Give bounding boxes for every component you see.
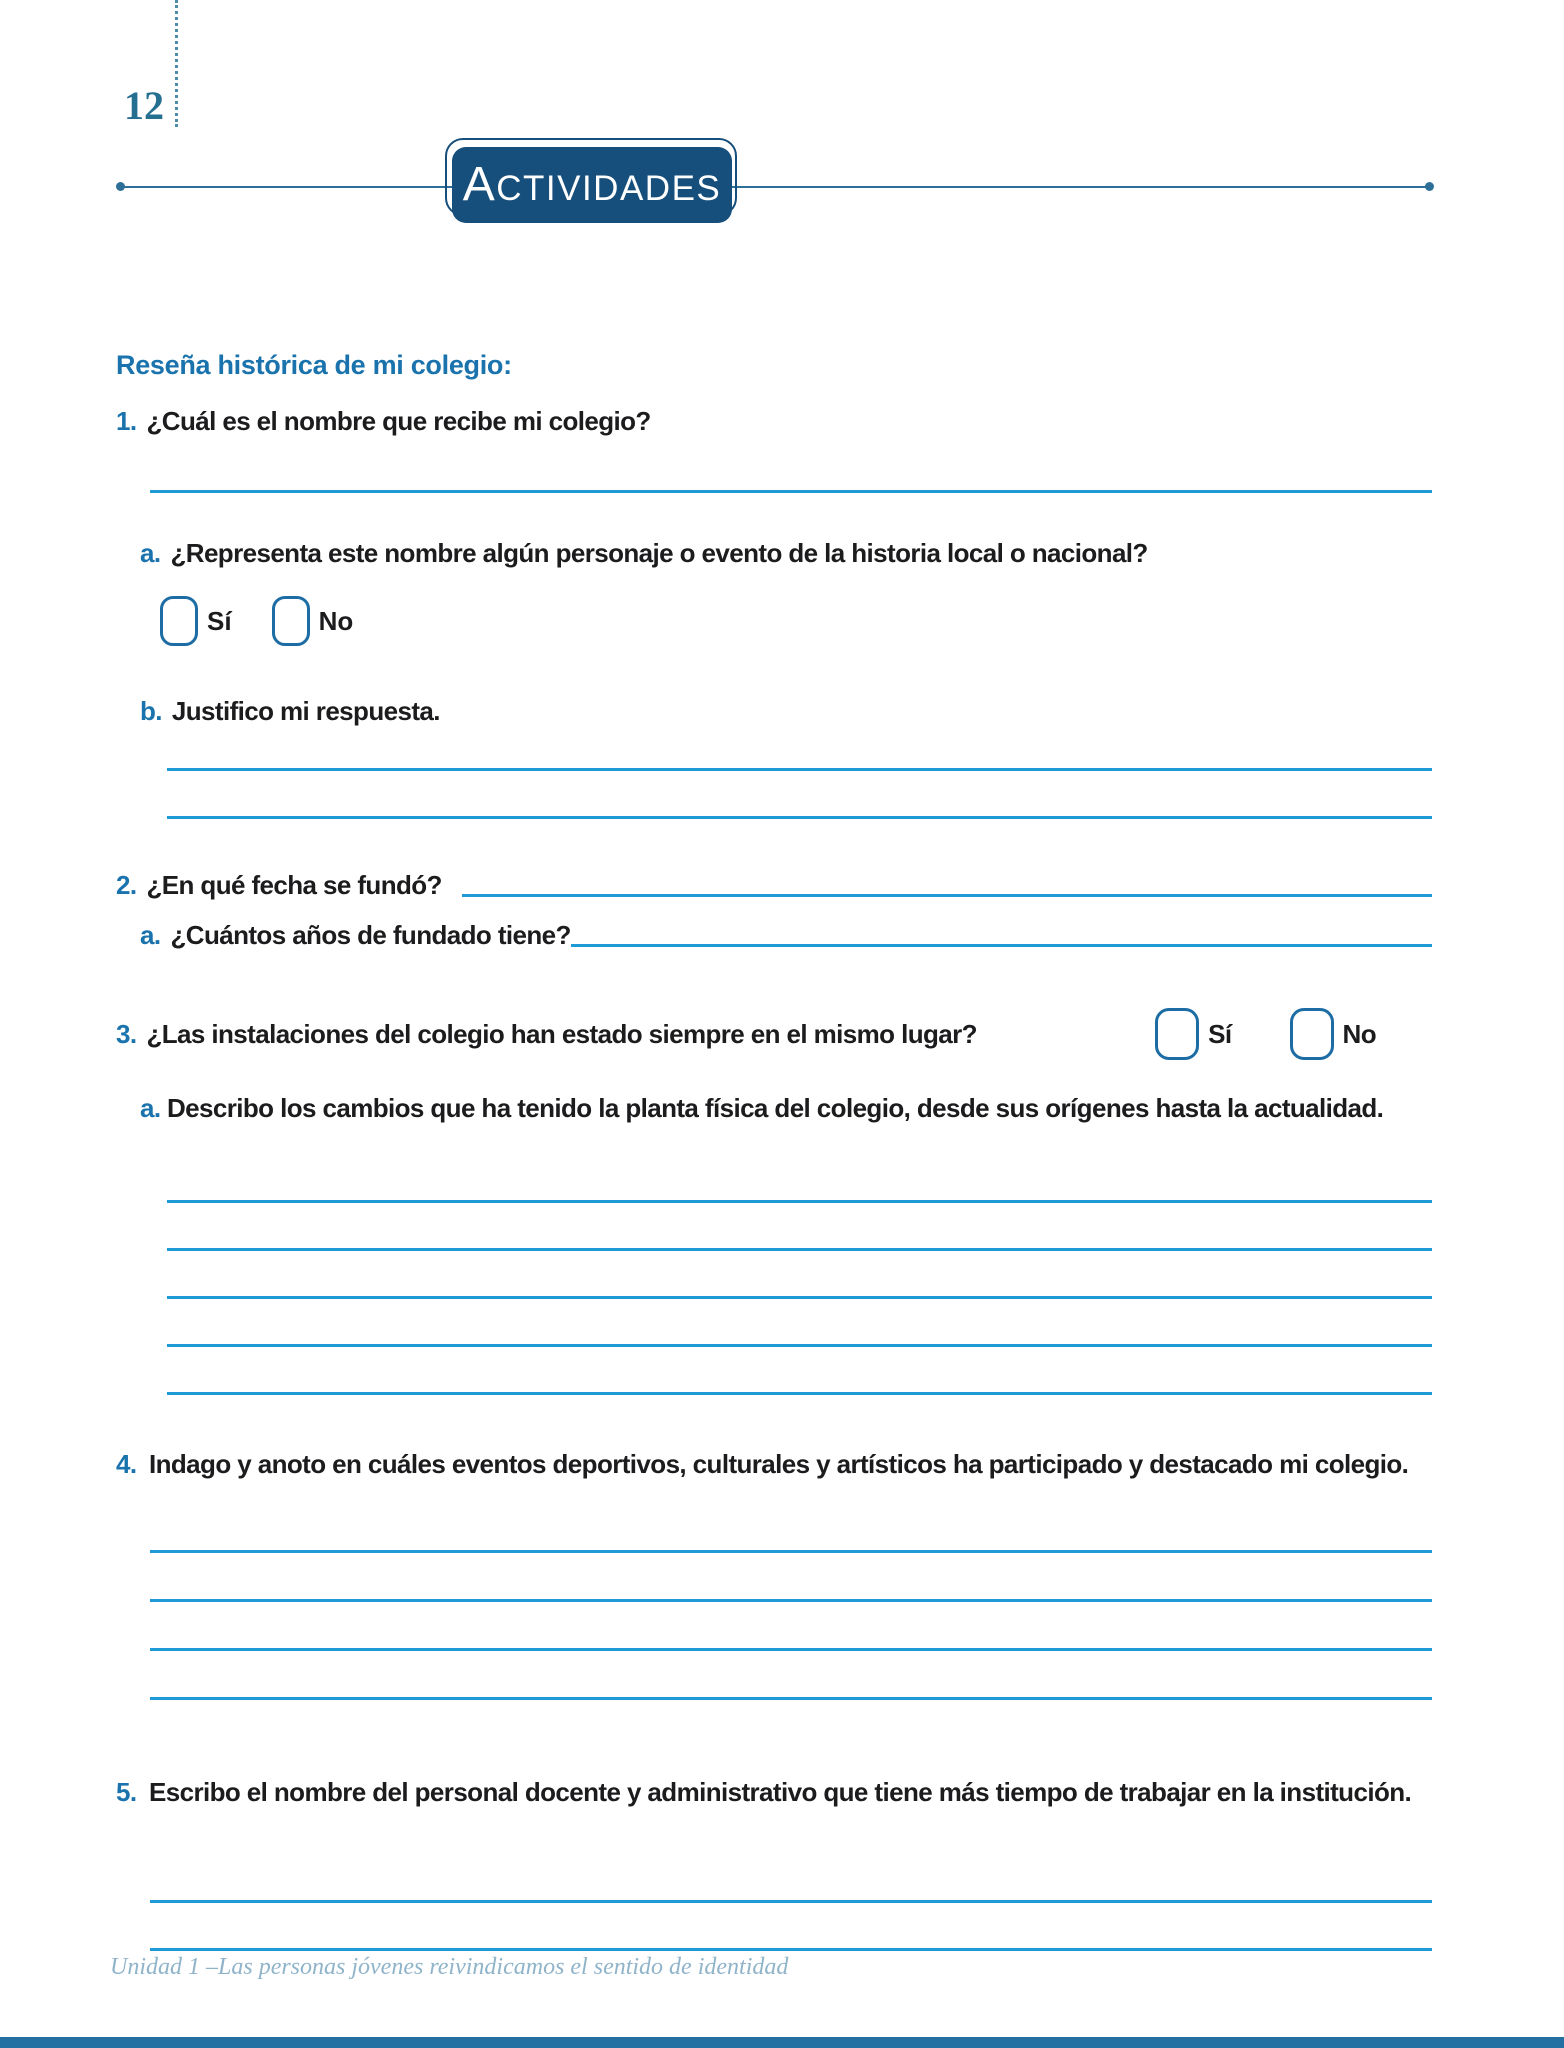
question-1b	[116, 696, 1432, 727]
yes-option	[1155, 1008, 1231, 1060]
yes-checkbox[interactable]	[160, 596, 198, 646]
badge-title-rest: CTIVIDADES	[496, 169, 722, 208]
question-3a	[116, 1086, 1432, 1130]
page-number: 12	[124, 83, 164, 128]
question-1	[116, 406, 1432, 437]
question-1a-number: a.	[140, 538, 161, 568]
yes-label: Sí	[207, 605, 232, 636]
answer-line[interactable]	[167, 1200, 1432, 1203]
yes-checkbox[interactable]	[1155, 1008, 1199, 1060]
answer-line[interactable]	[150, 1900, 1432, 1903]
question-1a-options	[160, 596, 353, 646]
question-1b-number: b.	[140, 696, 162, 726]
question-2a-text: ¿Cuántos años de fundado tiene?	[170, 920, 571, 950]
question-3a-text: Describo los cambios que ha tenido la planta física del colegio, desde sus orígenes hasta la actualidad.	[167, 1093, 1384, 1123]
badge-title-initial: A	[462, 158, 497, 211]
question-2-text: ¿En qué fecha se fundó?	[146, 870, 442, 900]
question-2a	[116, 920, 1432, 951]
question-3	[116, 1006, 1432, 1062]
answer-line[interactable]	[571, 920, 1432, 947]
yes-label: Sí	[1208, 1018, 1232, 1049]
yes-option	[160, 596, 232, 646]
answer-line[interactable]	[150, 1948, 1432, 1951]
question-3-text: ¿Las instalaciones del colegio han estado siempre en el mismo lugar?	[146, 1018, 977, 1049]
answer-line[interactable]	[462, 870, 1432, 897]
answer-line[interactable]	[150, 1599, 1432, 1602]
section-rule	[118, 186, 1432, 188]
question-2-number: 2.	[116, 870, 137, 900]
answer-line[interactable]	[150, 1648, 1432, 1651]
answer-line[interactable]	[150, 490, 1432, 493]
question-3-number: 3.	[116, 1018, 137, 1049]
question-3a-number: a.	[140, 1093, 161, 1123]
no-label: No	[1342, 1018, 1376, 1049]
answer-line[interactable]	[167, 1296, 1432, 1299]
answer-line[interactable]	[167, 1344, 1432, 1347]
question-4	[116, 1442, 1432, 1486]
question-2	[116, 870, 1432, 901]
answer-line[interactable]	[167, 768, 1432, 771]
no-checkbox[interactable]	[272, 596, 310, 646]
question-5-text: Escribo el nombre del personal docente y administrativo que tiene más tiempo de trabajar en la institución.	[149, 1777, 1412, 1807]
question-1b-text: Justifico mi respuesta.	[171, 696, 440, 726]
question-2a-number: a.	[140, 920, 161, 950]
answer-line[interactable]	[167, 1392, 1432, 1395]
question-1-text: ¿Cuál es el nombre que recibe mi colegio?	[146, 406, 651, 436]
answer-line[interactable]	[150, 1550, 1432, 1553]
no-option	[272, 596, 354, 646]
badge-title	[462, 158, 722, 211]
question-1a	[116, 538, 1432, 569]
question-4-number: 4.	[116, 1449, 137, 1479]
answer-line[interactable]	[150, 1697, 1432, 1700]
activities-badge	[452, 147, 732, 223]
question-1-number: 1.	[116, 406, 137, 436]
question-4-text: Indago y anoto en cuáles eventos deportivos, culturales y artísticos ha participado y destacado mi colegio.	[149, 1449, 1409, 1479]
question-5	[116, 1770, 1432, 1814]
unit-footer: Unidad 1 –Las personas jóvenes reivindicamos el sentido de identidad	[110, 1954, 789, 1980]
no-label: No	[318, 605, 354, 636]
answer-line[interactable]	[167, 1248, 1432, 1251]
answer-line[interactable]	[167, 816, 1432, 819]
question-5-number: 5.	[116, 1777, 137, 1807]
margin-dotted-line	[175, 0, 178, 127]
no-option	[1290, 1008, 1376, 1060]
no-checkbox[interactable]	[1290, 1008, 1334, 1060]
worksheet-heading: Reseña histórica de mi colegio:	[116, 350, 512, 380]
footer-bar	[0, 2037, 1564, 2048]
question-3-options	[1155, 1008, 1376, 1060]
question-1a-text: ¿Representa este nombre algún personaje o evento de la historia local o nacional?	[170, 538, 1148, 568]
